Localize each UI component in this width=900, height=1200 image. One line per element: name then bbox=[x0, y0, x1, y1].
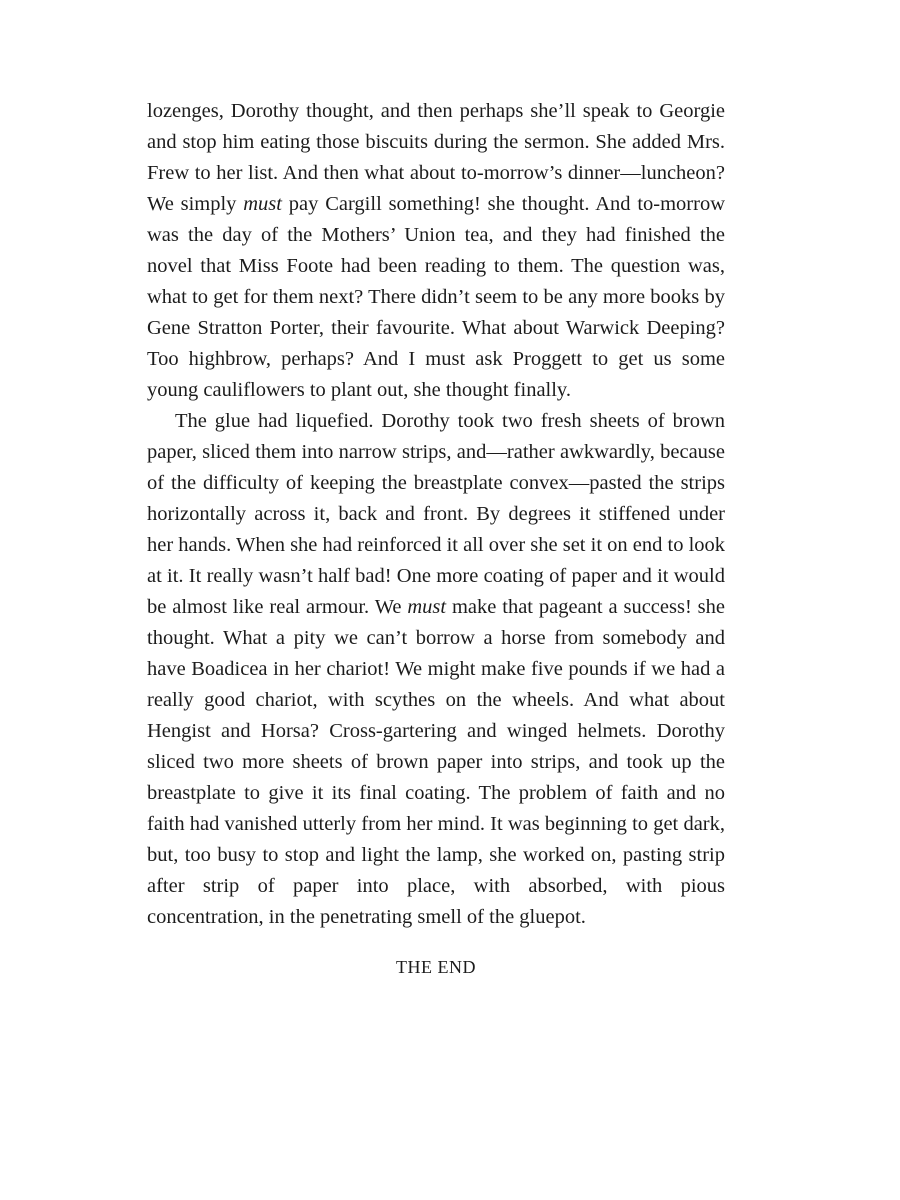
text-run: The glue had liquefied. Dorothy took two fresh sheets of brown paper, sliced them into narrow strips, and—rather awkwardly, because of the difficulty of keeping the breastplate convex—pasted the strips horizontally across it, back and front. By degrees it stiffened under her hands. When she had reinforced it all over she set it on end to look at it. It really wasn’t half bad! One more coating of paper and it would be almost like real armour. We bbox=[147, 410, 726, 618]
text-run-italic: must bbox=[243, 193, 282, 215]
text-run-italic: must bbox=[407, 596, 447, 618]
paragraph-2 bbox=[147, 406, 725, 933]
text-run: lozenges, Dorothy thought, and then perhaps she’ll speak to Georgie and stop him eating those biscuits during the sermon. She added Mrs. Frew to her list. And then what about to-morrow’s dinner—luncheon? We simply bbox=[147, 100, 725, 215]
paragraph-1 bbox=[147, 96, 725, 406]
text-run: make that pageant a success! she thought. What a pity we can’t borrow a horse from somebody and have Boadicea in her chariot! We might make five pounds if we had a really good chariot, with scythes on the wheels. And what about Hengist and Horsa? Cross-gartering and winged helmets. Dorothy sliced two more sheets of brown paper into strips, and took up the breastplate to give it its final coating. The problem of faith and no faith had vanished utterly from her mind. It was beginning to get dark, but, too busy to stop and light the lamp, she worked on, pasting strip after strip of paper into place, with absorbed, with pious concentration, in the penetrating smell of the gluepot. bbox=[147, 596, 725, 928]
the-end-label: THE END bbox=[396, 957, 476, 977]
text-run: pay Cargill something! she thought. And to-morrow was the day of the Mothers’ Union tea, and they had finished the novel that Miss Foote had been reading to them. The question was, what to get for them next? There didn’t seem to be any more books by Gene Stratton Porter, their favourite. What about Warwick Deeping? Too highbrow, perhaps? And I must ask Proggett to get us some young cauliflowers to plant out, she thought finally. bbox=[147, 193, 725, 401]
text-block bbox=[147, 96, 725, 979]
